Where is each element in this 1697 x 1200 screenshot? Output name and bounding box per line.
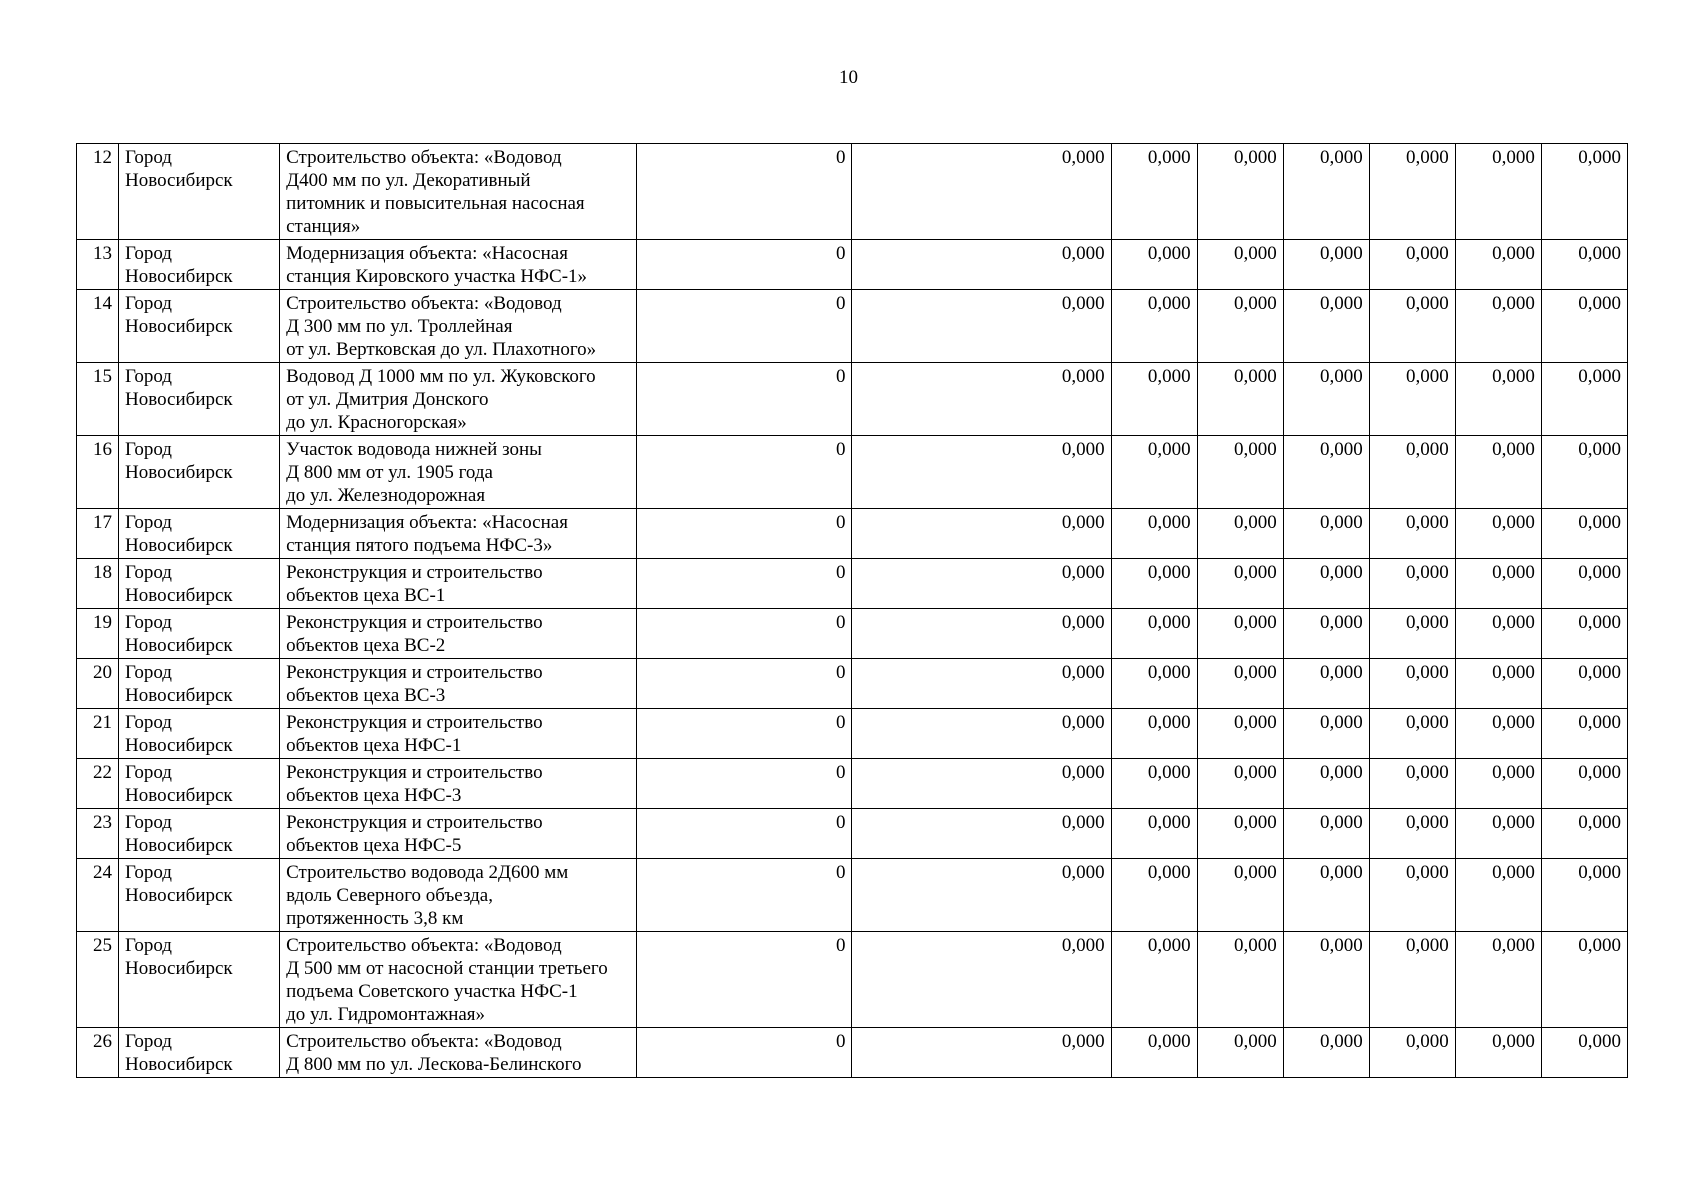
value-cell: 0,000 xyxy=(1111,363,1197,436)
value-cell: 0,000 xyxy=(1455,659,1541,709)
value-cell: 0,000 xyxy=(1283,290,1369,363)
value-cell: 0,000 xyxy=(1111,240,1197,290)
indicator-cell: 0 xyxy=(637,859,852,932)
table-row xyxy=(77,559,1628,609)
value-cell: 0,000 xyxy=(1111,709,1197,759)
value-cell: 0,000 xyxy=(852,659,1111,709)
value-cell: 0,000 xyxy=(1283,659,1369,709)
value-cell: 0,000 xyxy=(852,709,1111,759)
value-cell: 0,000 xyxy=(1541,559,1627,609)
table-row xyxy=(77,809,1628,859)
value-cell: 0,000 xyxy=(1541,1028,1627,1078)
indicator-cell: 0 xyxy=(637,759,852,809)
object-description-cell: Реконструкция и строительство объектов цеха ВС-1 xyxy=(280,559,637,609)
value-cell: 0,000 xyxy=(1283,240,1369,290)
page-number: 10 xyxy=(839,67,858,88)
municipality-cell: Город Новосибирск xyxy=(119,290,280,363)
value-cell: 0,000 xyxy=(852,932,1111,1028)
value-cell: 0,000 xyxy=(1541,932,1627,1028)
value-cell: 0,000 xyxy=(1369,609,1455,659)
value-cell: 0,000 xyxy=(852,240,1111,290)
value-cell: 0,000 xyxy=(852,809,1111,859)
table-row xyxy=(77,509,1628,559)
municipality-cell: Город Новосибирск xyxy=(119,436,280,509)
value-cell: 0,000 xyxy=(1111,509,1197,559)
value-cell: 0,000 xyxy=(852,144,1111,240)
table-row xyxy=(77,759,1628,809)
value-cell: 0,000 xyxy=(1197,659,1283,709)
value-cell: 0,000 xyxy=(1541,709,1627,759)
value-cell: 0,000 xyxy=(1111,144,1197,240)
row-number: 13 xyxy=(77,240,119,290)
value-cell: 0,000 xyxy=(1197,759,1283,809)
value-cell: 0,000 xyxy=(1369,709,1455,759)
value-cell: 0,000 xyxy=(1283,509,1369,559)
value-cell: 0,000 xyxy=(1197,609,1283,659)
municipality-cell: Город Новосибирск xyxy=(119,809,280,859)
value-cell: 0,000 xyxy=(1111,559,1197,609)
value-cell: 0,000 xyxy=(852,290,1111,363)
indicator-cell: 0 xyxy=(637,1028,852,1078)
object-description-cell: Модернизация объекта: «Насосная станция Кировского участка НФС-1» xyxy=(280,240,637,290)
value-cell: 0,000 xyxy=(1283,809,1369,859)
indicator-cell: 0 xyxy=(637,290,852,363)
row-number: 26 xyxy=(77,1028,119,1078)
table-row xyxy=(77,659,1628,709)
value-cell: 0,000 xyxy=(1541,290,1627,363)
object-description-cell: Строительство водовода 2Д600 мм вдоль Северного объезда, протяженность 3,8 км xyxy=(280,859,637,932)
table-row xyxy=(77,144,1628,240)
indicator-cell: 0 xyxy=(637,363,852,436)
object-description-cell: Строительство объекта: «Водовод Д 800 мм по ул. Лескова-Белинского xyxy=(280,1028,637,1078)
municipality-cell: Город Новосибирск xyxy=(119,932,280,1028)
value-cell: 0,000 xyxy=(1369,809,1455,859)
municipality-cell: Город Новосибирск xyxy=(119,509,280,559)
row-number: 15 xyxy=(77,363,119,436)
table-row xyxy=(77,240,1628,290)
indicator-cell: 0 xyxy=(637,932,852,1028)
value-cell: 0,000 xyxy=(1455,809,1541,859)
value-cell: 0,000 xyxy=(1369,1028,1455,1078)
object-description-cell: Реконструкция и строительство объектов цеха ВС-2 xyxy=(280,609,637,659)
value-cell: 0,000 xyxy=(1455,859,1541,932)
table-row xyxy=(77,859,1628,932)
value-cell: 0,000 xyxy=(1197,1028,1283,1078)
value-cell: 0,000 xyxy=(1455,144,1541,240)
value-cell: 0,000 xyxy=(1541,144,1627,240)
value-cell: 0,000 xyxy=(1197,859,1283,932)
value-cell: 0,000 xyxy=(1283,609,1369,659)
value-cell: 0,000 xyxy=(1283,144,1369,240)
value-cell: 0,000 xyxy=(1197,144,1283,240)
value-cell: 0,000 xyxy=(1455,609,1541,659)
row-number: 17 xyxy=(77,509,119,559)
row-number: 20 xyxy=(77,659,119,709)
row-number: 12 xyxy=(77,144,119,240)
value-cell: 0,000 xyxy=(1111,609,1197,659)
value-cell: 0,000 xyxy=(1541,509,1627,559)
row-number: 21 xyxy=(77,709,119,759)
value-cell: 0,000 xyxy=(1541,436,1627,509)
object-description-cell: Модернизация объекта: «Насосная станция пятого подъема НФС-3» xyxy=(280,509,637,559)
value-cell: 0,000 xyxy=(1541,363,1627,436)
value-cell: 0,000 xyxy=(1283,1028,1369,1078)
indicator-cell: 0 xyxy=(637,659,852,709)
municipality-cell: Город Новосибирск xyxy=(119,859,280,932)
value-cell: 0,000 xyxy=(1369,290,1455,363)
value-cell: 0,000 xyxy=(852,363,1111,436)
indicator-cell: 0 xyxy=(637,436,852,509)
object-description-cell: Реконструкция и строительство объектов цеха НФС-3 xyxy=(280,759,637,809)
object-description-cell: Строительство объекта: «Водовод Д 500 мм от насосной станции третьего подъема Советского участка НФС-1 до ул. Гидромонтажная» xyxy=(280,932,637,1028)
value-cell: 0,000 xyxy=(1283,559,1369,609)
value-cell: 0,000 xyxy=(1455,290,1541,363)
value-cell: 0,000 xyxy=(1197,709,1283,759)
indicator-cell: 0 xyxy=(637,809,852,859)
indicator-cell: 0 xyxy=(637,509,852,559)
municipality-cell: Город Новосибирск xyxy=(119,144,280,240)
value-cell: 0,000 xyxy=(1197,436,1283,509)
value-cell: 0,000 xyxy=(852,436,1111,509)
value-cell: 0,000 xyxy=(1197,932,1283,1028)
value-cell: 0,000 xyxy=(1197,240,1283,290)
table-row xyxy=(77,609,1628,659)
row-number: 16 xyxy=(77,436,119,509)
value-cell: 0,000 xyxy=(1111,1028,1197,1078)
value-cell: 0,000 xyxy=(1283,709,1369,759)
municipality-cell: Город Новосибирск xyxy=(119,609,280,659)
table-row xyxy=(77,932,1628,1028)
value-cell: 0,000 xyxy=(1197,559,1283,609)
value-cell: 0,000 xyxy=(1541,240,1627,290)
row-number: 23 xyxy=(77,809,119,859)
row-number: 24 xyxy=(77,859,119,932)
value-cell: 0,000 xyxy=(852,559,1111,609)
object-description-cell: Реконструкция и строительство объектов цеха ВС-3 xyxy=(280,659,637,709)
value-cell: 0,000 xyxy=(1111,809,1197,859)
table-body xyxy=(77,144,1628,1078)
value-cell: 0,000 xyxy=(1455,709,1541,759)
row-number: 22 xyxy=(77,759,119,809)
value-cell: 0,000 xyxy=(852,759,1111,809)
object-description-cell: Строительство объекта: «Водовод Д400 мм по ул. Декоративный питомник и повысительная насосная станция» xyxy=(280,144,637,240)
indicator-cell: 0 xyxy=(637,240,852,290)
value-cell: 0,000 xyxy=(1283,859,1369,932)
object-description-cell: Водовод Д 1000 мм по ул. Жуковского от ул. Дмитрия Донского до ул. Красногорская» xyxy=(280,363,637,436)
table-row xyxy=(77,290,1628,363)
investment-table xyxy=(76,143,1628,1078)
municipality-cell: Город Новосибирск xyxy=(119,559,280,609)
value-cell: 0,000 xyxy=(1541,659,1627,709)
value-cell: 0,000 xyxy=(1455,759,1541,809)
value-cell: 0,000 xyxy=(1541,759,1627,809)
value-cell: 0,000 xyxy=(1111,859,1197,932)
value-cell: 0,000 xyxy=(1455,559,1541,609)
table-row xyxy=(77,1028,1628,1078)
municipality-cell: Город Новосибирск xyxy=(119,759,280,809)
value-cell: 0,000 xyxy=(1197,290,1283,363)
value-cell: 0,000 xyxy=(1197,809,1283,859)
indicator-cell: 0 xyxy=(637,709,852,759)
row-number: 18 xyxy=(77,559,119,609)
value-cell: 0,000 xyxy=(1283,363,1369,436)
municipality-cell: Город Новосибирск xyxy=(119,363,280,436)
value-cell: 0,000 xyxy=(1369,932,1455,1028)
value-cell: 0,000 xyxy=(1111,659,1197,709)
value-cell: 0,000 xyxy=(852,509,1111,559)
municipality-cell: Город Новосибирск xyxy=(119,659,280,709)
table-row xyxy=(77,436,1628,509)
indicator-cell: 0 xyxy=(637,559,852,609)
value-cell: 0,000 xyxy=(1541,859,1627,932)
value-cell: 0,000 xyxy=(1197,509,1283,559)
value-cell: 0,000 xyxy=(1111,436,1197,509)
value-cell: 0,000 xyxy=(1111,932,1197,1028)
value-cell: 0,000 xyxy=(1455,363,1541,436)
value-cell: 0,000 xyxy=(1369,240,1455,290)
table-row xyxy=(77,363,1628,436)
value-cell: 0,000 xyxy=(1283,436,1369,509)
value-cell: 0,000 xyxy=(1369,363,1455,436)
object-description-cell: Реконструкция и строительство объектов цеха НФС-5 xyxy=(280,809,637,859)
municipality-cell: Город Новосибирск xyxy=(119,1028,280,1078)
value-cell: 0,000 xyxy=(1197,363,1283,436)
value-cell: 0,000 xyxy=(1369,144,1455,240)
value-cell: 0,000 xyxy=(1369,759,1455,809)
value-cell: 0,000 xyxy=(1455,1028,1541,1078)
value-cell: 0,000 xyxy=(1455,932,1541,1028)
row-number: 19 xyxy=(77,609,119,659)
municipality-cell: Город Новосибирск xyxy=(119,709,280,759)
value-cell: 0,000 xyxy=(1111,290,1197,363)
value-cell: 0,000 xyxy=(1369,859,1455,932)
value-cell: 0,000 xyxy=(1369,436,1455,509)
object-description-cell: Участок водовода нижней зоны Д 800 мм от ул. 1905 года до ул. Железнодорожная xyxy=(280,436,637,509)
object-description-cell: Строительство объекта: «Водовод Д 300 мм по ул. Троллейная от ул. Вертковская до ул. Плахотного» xyxy=(280,290,637,363)
value-cell: 0,000 xyxy=(1283,932,1369,1028)
object-description-cell: Реконструкция и строительство объектов цеха НФС-1 xyxy=(280,709,637,759)
value-cell: 0,000 xyxy=(1455,509,1541,559)
value-cell: 0,000 xyxy=(1111,759,1197,809)
value-cell: 0,000 xyxy=(852,609,1111,659)
indicator-cell: 0 xyxy=(637,609,852,659)
value-cell: 0,000 xyxy=(1369,659,1455,709)
value-cell: 0,000 xyxy=(1541,609,1627,659)
value-cell: 0,000 xyxy=(1283,759,1369,809)
indicator-cell: 0 xyxy=(637,144,852,240)
value-cell: 0,000 xyxy=(1455,240,1541,290)
row-number: 25 xyxy=(77,932,119,1028)
value-cell: 0,000 xyxy=(852,1028,1111,1078)
value-cell: 0,000 xyxy=(1369,559,1455,609)
table-row xyxy=(77,709,1628,759)
value-cell: 0,000 xyxy=(1541,809,1627,859)
value-cell: 0,000 xyxy=(852,859,1111,932)
value-cell: 0,000 xyxy=(1455,436,1541,509)
row-number: 14 xyxy=(77,290,119,363)
municipality-cell: Город Новосибирск xyxy=(119,240,280,290)
value-cell: 0,000 xyxy=(1369,509,1455,559)
